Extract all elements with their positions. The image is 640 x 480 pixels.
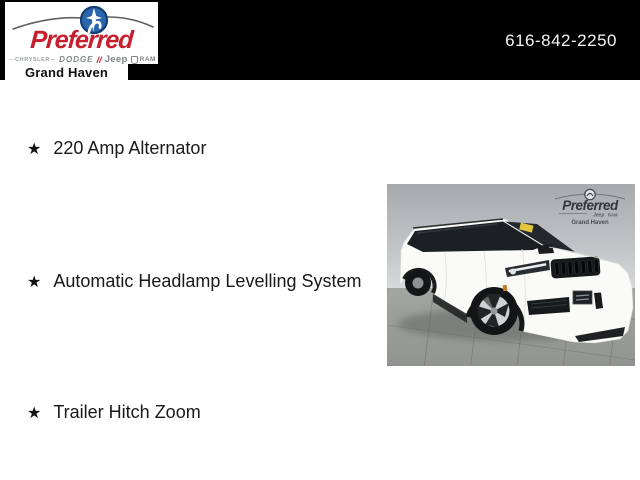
dealer-logo — [5, 2, 158, 80]
svg-text:RAM: RAM — [608, 212, 618, 218]
brand-dodge: DODGE — [59, 55, 94, 64]
star-bullet-icon: ★ — [27, 140, 42, 158]
jeep-grille — [550, 256, 600, 278]
feature-item — [27, 402, 201, 423]
feature-label: Automatic Headlamp Levelling System — [53, 271, 362, 291]
showroom-sign — [555, 189, 625, 226]
svg-text:Preferred: Preferred — [562, 198, 618, 213]
star-bullet-icon: ★ — [27, 404, 42, 422]
svg-text:Jeep: Jeep — [593, 212, 605, 219]
dealer-phone-number: 616-842-2250 — [505, 31, 617, 50]
vehicle-scene — [387, 184, 635, 366]
feature-label: 220 Amp Alternator — [53, 138, 207, 158]
svg-text:Grand Haven: Grand Haven — [571, 220, 609, 226]
dealer-name: Preferred — [29, 26, 134, 54]
feature-item — [27, 271, 362, 292]
feature-label: Trailer Hitch Zoom — [53, 402, 201, 422]
brand-row — [9, 54, 156, 65]
vehicle-photo — [387, 184, 635, 366]
license-plate — [573, 291, 592, 304]
star-bullet-icon: ★ — [27, 273, 42, 291]
dealer-location: Grand Haven — [24, 65, 109, 80]
header-bar — [0, 0, 640, 80]
dodge-stripes-icon: // — [96, 54, 102, 65]
brand-jeep: Jeep — [104, 54, 128, 65]
brand-ram: RAM — [131, 56, 156, 64]
feature-item — [27, 138, 206, 159]
brand-chrysler: — CHRYSLER — — [9, 57, 56, 63]
ram-shield-icon — [131, 56, 138, 64]
